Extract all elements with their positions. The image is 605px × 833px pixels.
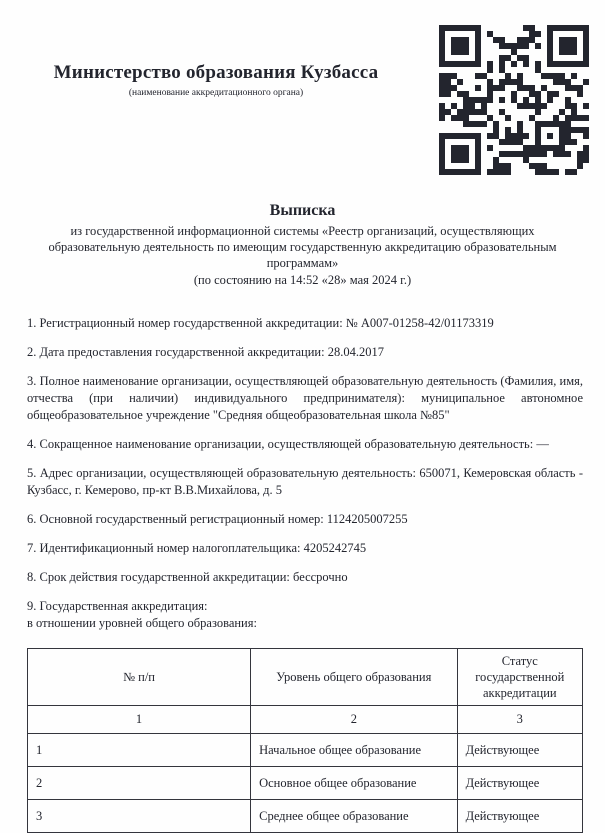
accrediting-authority-caption: (наименование аккредитационного органа) [128, 88, 304, 98]
document-subtitle: из государственной информационной системы «Реестр организаций, осуществляющих образовательную деятельность по имеющим государственную аккредитацию образовательным программам» [48, 224, 557, 270]
accrediting-authority-name: Министерство образования Кузбасса [53, 62, 379, 83]
table-index-row [28, 706, 583, 734]
item-registration-number: 1. Регистрационный номер государственной аккредитации: № А007-01258-42/01173319 [27, 316, 494, 330]
qr-code [439, 25, 589, 175]
accreditation-levels-table [27, 648, 583, 833]
item-ogrn: 6. Основной государственный регистрационный номер: 1124205007255 [27, 512, 408, 526]
items-list [27, 315, 583, 632]
table-row [28, 800, 583, 833]
education-level-cell: Начальное общее образование [251, 734, 457, 767]
status-cell: Действующее [457, 800, 582, 833]
index-cell: 3 [457, 706, 582, 734]
item-accreditation-date: 2. Дата предоставления государственной аккредитации: 28.04.2017 [27, 345, 384, 359]
column-header-accreditation-status: Статус государственной аккредитации [457, 649, 582, 706]
item-inn: 7. Идентификационный номер налогоплательщика: 4205242745 [27, 541, 367, 555]
row-number-cell: 1 [28, 734, 251, 767]
item-short-organization-name: 4. Сокращенное наименование организации, осуществляющей образовательную деятельность: — [27, 437, 549, 451]
index-cell: 2 [251, 706, 457, 734]
document-as-of-date: (по состоянию на 14:52 «28» мая 2024 г.) [193, 273, 412, 287]
education-level-cell: Основное общее образование [251, 767, 457, 800]
row-number-cell: 3 [28, 800, 251, 833]
item-state-accreditation-subline: в отношении уровней общего образования: [27, 616, 257, 630]
table-header-row [28, 649, 583, 706]
column-header-education-level: Уровень общего образования [251, 649, 457, 706]
column-header-number: № п/п [28, 649, 251, 706]
status-cell: Действующее [457, 734, 582, 767]
education-level-cell: Среднее общее образование [251, 800, 457, 833]
index-cell: 1 [28, 706, 251, 734]
header-block [0, 0, 432, 99]
table-row [28, 734, 583, 767]
row-number-cell: 2 [28, 767, 251, 800]
item-validity-term: 8. Срок действия государственной аккредитации: бессрочно [27, 570, 348, 584]
item-full-organization-name: 3. Полное наименование организации, осуществляющей образовательную деятельность (Фамилия, имя, отчества (при наличии) индивидуального предпринимателя): муниципальное автономное общеобразовательное учреждение "Средняя общеобразовательная школа №85" [27, 374, 583, 422]
table-row [28, 767, 583, 800]
status-cell: Действующее [457, 767, 582, 800]
item-state-accreditation: 9. Государственная аккредитация: [27, 599, 208, 613]
item-organization-address: 5. Адрес организации, осуществляющей образовательную деятельность: 650071, Кемеровская область - Кузбасс, г. Кемерово, пр-кт В.В.Михайлова, д. 5 [27, 466, 583, 497]
document-title: Выписка [269, 202, 336, 219]
